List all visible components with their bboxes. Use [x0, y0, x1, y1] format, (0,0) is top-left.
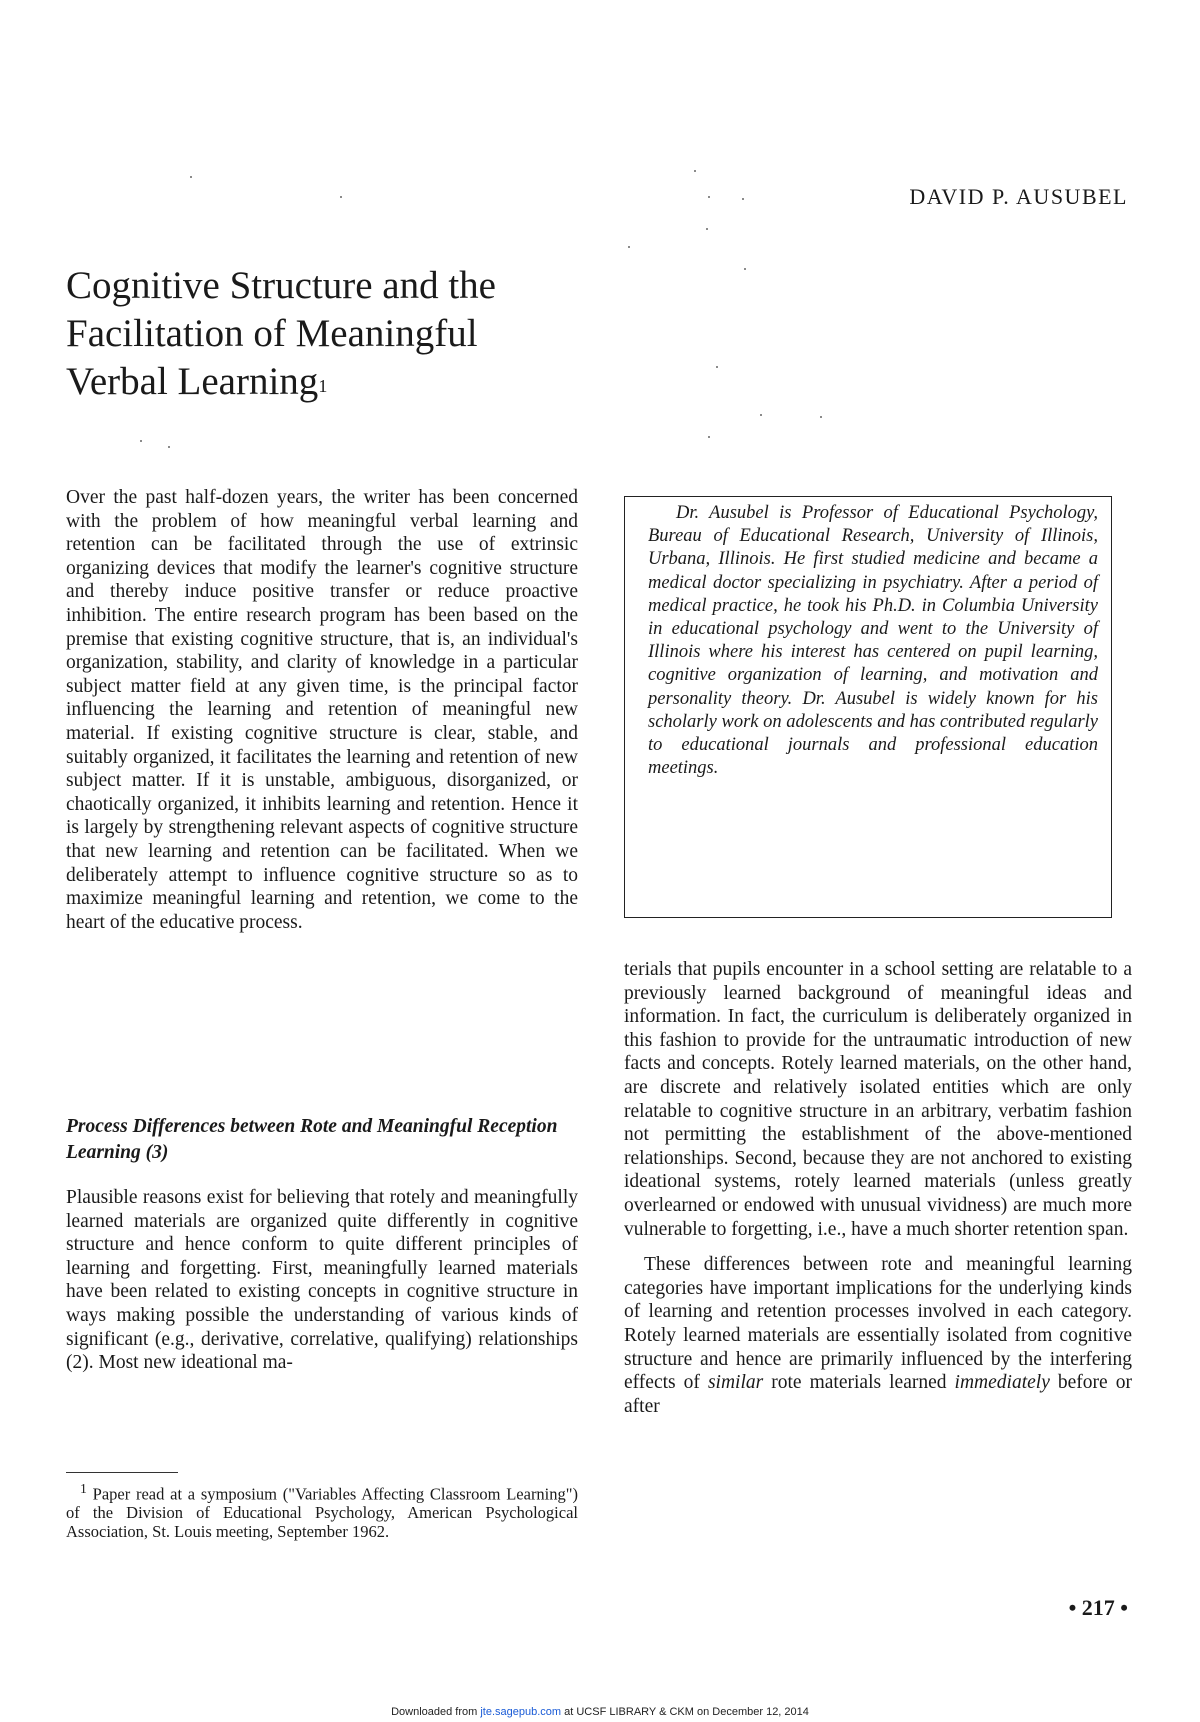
download-prefix: Downloaded from [391, 1706, 481, 1718]
title-footnote-mark: 1 [318, 376, 328, 396]
emphasis-immediately: immediately [954, 1372, 1050, 1394]
differences-text-3: before or after [624, 1372, 1132, 1417]
section-paragraph: Plausible reasons exist for believing that rotely and meaningfully learned materials are organized quite differently in cognitive structure and hence conform to quite different principles of learning and forgetting. First, meaningfully learned materials have been related to existing concepts in cognitive structure in ways making possible the understanding of various kinds of significant (e.g., derivative, correlative, qualifying) relationships (2). Most new ideational ma- [66, 1187, 578, 1374]
scan-speck [716, 366, 718, 368]
title-line-2: Facilitation of Meaningful [66, 312, 478, 355]
footnote-mark: 1 [80, 1481, 87, 1496]
intro-paragraph: Over the past half-dozen years, the writer has been concerned with the problem of how meaningful verbal learning and retention can be facilitated through the use of extrinsic organizing devices that modify the learner's cognitive structure and thereby induce positive transfer or reduce proactive inhibition. The entire research program has been based on the premise that existing cognitive structure, that is, an individual's organization, stability, and clarity of knowledge in a particular subject matter field at any given time, is the principal factor influencing the learning and retention of meaningful new material. If existing cognitive structure is clear, stable, and suitably organized, it facilitates the learning and retention of new subject matter. If it is unstable, ambiguous, disorganized, or chaotically organized, it inhibits learning and retention. Hence it is largely by strengthening relevant aspects of cognitive structure that new learning and retention can be facilitated. When we deliberately attempt to influence cognitive structure so as to maximize meaningful learning and retention, we come to the heart of the educative process. [66, 487, 578, 933]
scan-speck [742, 198, 744, 200]
footnote [66, 1480, 578, 1541]
author-name: DAVID P. AUSUBEL [909, 184, 1128, 209]
title-line-3: Verbal Learning [66, 360, 319, 403]
scan-speck [820, 416, 822, 418]
scan-speck [706, 228, 708, 230]
differences-text-1: These differences between rote and meaningful learning categories have important implications for the underlying kinds of learning and retention processes involved in each category. Rotely learned materials are essentially isolated from cognitive structure and hence are primarily influenced by the interfering effects of [624, 1254, 1132, 1394]
differences-text-2: rote materials learned [763, 1372, 955, 1394]
emphasis-similar: similar [707, 1372, 764, 1394]
continuation-paragraph: terials that pupils encounter in a school setting are relatable to a previously learned background of meaningful ideas and information. In fact, the curriculum is deliberately organized in this fashion to provide for the untraumatic introduction of new facts and concepts. Rotely learned materials, on the other hand, are discrete and relatively isolated entities which are only relatable to cognitive structure in an arbitrary, verbatim fashion not permitting the establishment of the above-mentioned relationships. Second, because they are not anchored to existing ideational systems, rotely learned materials (unless greatly overlearned or endowed with unusual vividness) are much more vulnerable to forgetting, i.e., have a much shorter retention span. [624, 959, 1132, 1240]
footnote-divider [66, 1472, 178, 1473]
scan-speck [168, 446, 170, 448]
section-heading: Process Differences between Rote and Meaningful Reception Learning (3) [66, 1116, 558, 1163]
section-column [66, 1186, 578, 1375]
intro-column [66, 486, 578, 934]
scan-speck [708, 196, 710, 198]
article-title [66, 262, 586, 406]
download-notice [0, 1706, 1200, 1718]
page-number: • 217 • [1068, 1595, 1128, 1620]
right-column [624, 958, 1132, 1418]
title-line-1: Cognitive Structure and the [66, 264, 496, 307]
author-bio [648, 502, 1098, 780]
differences-paragraph [624, 1253, 1132, 1418]
footnote-text: Paper read at a symposium ("Variables Affecting Classroom Learning") of the Division of Educational Psychology, American Psychological Association, St. Louis meeting, September 1962. [66, 1484, 578, 1541]
scan-speck [760, 414, 762, 416]
scan-speck [708, 436, 710, 438]
author-bio-text: Dr. Ausubel is Professor of Educational Psychology, Bureau of Educational Research, University of Illinois, Urbana, Illinois. He first studied medicine and became a medical doctor specializing in psychiatry. After a period of medical practice, he took his Ph.D. in Columbia University in educational psychology and went to the University of Illinois where his interest has centered on pupil learning, cognitive organization of learning, and motivation and personality theory. Dr. Ausubel is widely known for his scholarly work on adolescents and has contributed regularly to educational journals and professional education meetings. [648, 503, 1098, 779]
scan-speck [628, 246, 630, 248]
scan-speck [744, 268, 746, 270]
scan-speck [140, 440, 142, 442]
scan-speck [190, 176, 192, 178]
scan-speck [340, 196, 342, 198]
scan-speck [694, 170, 696, 172]
download-link[interactable]: jte.sagepub.com [480, 1706, 562, 1718]
download-suffix: at UCSF LIBRARY & CKM on December 12, 2014 [561, 1706, 809, 1718]
